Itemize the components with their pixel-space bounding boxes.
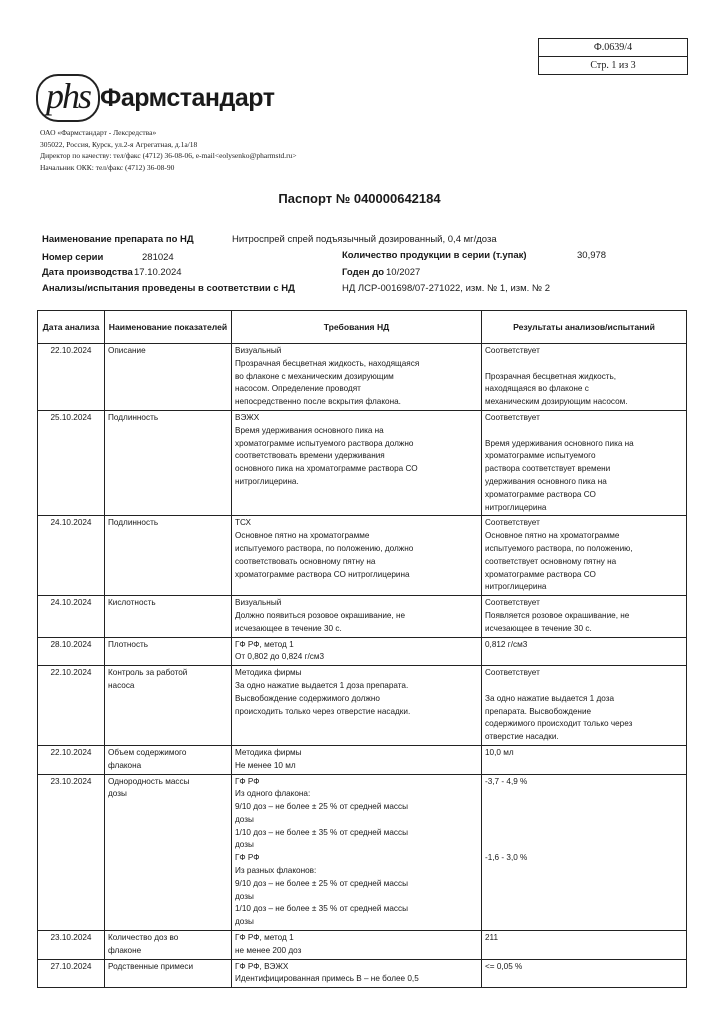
row-date: 23.10.2024 xyxy=(38,774,105,931)
row-requirements xyxy=(232,344,482,411)
row-result-line: -1,6 - 3,0 % xyxy=(485,853,528,863)
table-header-row xyxy=(38,311,687,344)
row-requirements xyxy=(232,516,482,596)
basis-label: Анализы/испытания проведены в соответствии с НД xyxy=(42,283,295,294)
row-requirements-line: дозы xyxy=(235,891,254,901)
row-date: 27.10.2024 xyxy=(38,959,105,988)
row-requirements-line: 1/10 доз – не более ± 35 % от средней массы xyxy=(235,904,408,914)
table-row xyxy=(38,344,687,411)
row-result-line: находящаяся во флаконе с xyxy=(485,384,589,394)
row-result-line: препарата. Высвобождение xyxy=(485,706,592,716)
row-result-line xyxy=(485,788,683,801)
company-info xyxy=(40,127,297,173)
row-requirements-line: От 0,802 до 0,824 г/см3 xyxy=(235,652,325,662)
row-date: 22.10.2024 xyxy=(38,344,105,411)
row-indicator xyxy=(105,959,232,988)
row-indicator-line: Родственные примеси xyxy=(108,961,194,971)
row-result-line: нитроглицерина xyxy=(485,582,547,592)
row-requirements-line: дозы xyxy=(235,814,254,824)
row-indicator-line: Описание xyxy=(108,346,146,355)
row-result-line: хроматограмме раствора СО xyxy=(485,569,596,579)
production-date-value: 17.10.2024 xyxy=(134,267,182,278)
row-requirements-line: непосредственно после вскрытия флакона. xyxy=(235,397,401,407)
row-date: 22.10.2024 xyxy=(38,666,105,746)
row-requirements-line: соответствовать времени удерживания xyxy=(235,451,385,461)
table-body xyxy=(38,344,687,988)
results-table xyxy=(37,310,687,988)
row-requirements-line: 1/10 доз – не более ± 35 % от средней массы xyxy=(235,827,408,837)
row-requirements xyxy=(232,931,482,960)
row-result-line: Появляется розовое окрашивание, не xyxy=(485,610,630,620)
row-indicator-line: дозы xyxy=(108,789,127,799)
row-indicator xyxy=(105,516,232,596)
row-requirements-line: ГФ РФ, метод 1 xyxy=(235,639,294,649)
row-result-line: раствора соответствует времени xyxy=(485,464,611,474)
row-result-line: исчезающее в течение 30 с. xyxy=(485,623,592,633)
row-requirements-line: Методика фирмы xyxy=(235,668,302,678)
row-date: 24.10.2024 xyxy=(38,596,105,637)
table-row xyxy=(38,666,687,746)
row-requirements-line: происходить только через отверстие насадки. xyxy=(235,706,411,716)
row-requirements-line: хроматограмме раствора СО нитроглицерина xyxy=(235,569,410,579)
row-indicator xyxy=(105,410,232,515)
row-indicator-line: Подлинность xyxy=(108,518,159,528)
passport-title: Паспорт № 040000642184 xyxy=(278,191,441,206)
header-indicator: Наименование показателей xyxy=(105,311,232,344)
row-requirements-line: испытуемого раствора, по положению, должно xyxy=(235,543,414,553)
row-result-line: содержимого происходит только через xyxy=(485,719,633,729)
row-requirements-line: ГФ РФ, метод 1 xyxy=(235,933,294,943)
row-result-line: Соответствует xyxy=(485,668,540,678)
row-indicator-line: Контроль за работой xyxy=(108,668,188,678)
row-result-line: Время удерживания основного пика на xyxy=(485,438,634,448)
row-result xyxy=(482,516,687,596)
row-indicator xyxy=(105,344,232,411)
row-requirements xyxy=(232,959,482,988)
company-line: ОАО «Фармстандарт - Лексредства» xyxy=(40,128,157,137)
row-result-line xyxy=(485,358,683,371)
row-result-line: соответствует основному пятну на xyxy=(485,556,617,566)
row-result xyxy=(482,931,687,960)
header-date: Дата анализа xyxy=(38,311,105,344)
row-indicator xyxy=(105,637,232,666)
logo-mark: phs xyxy=(36,74,100,122)
row-date: 22.10.2024 xyxy=(38,745,105,774)
row-indicator xyxy=(105,666,232,746)
row-indicator-line: Однородность массы xyxy=(108,776,190,786)
table-row xyxy=(38,745,687,774)
row-date: 28.10.2024 xyxy=(38,637,105,666)
row-requirements-line: Визуальный xyxy=(235,598,282,608)
row-requirements-line: Визуальный xyxy=(235,346,282,355)
row-result xyxy=(482,666,687,746)
row-date: 23.10.2024 xyxy=(38,931,105,960)
row-indicator xyxy=(105,931,232,960)
table-row xyxy=(38,596,687,637)
row-requirements-line: Прозрачная бесцветная жидкость, находящаяся xyxy=(235,358,420,368)
table-row xyxy=(38,637,687,666)
row-requirements-line: За одно нажатие выдается 1 доза препарата. xyxy=(235,680,409,690)
production-date-label: Дата производства xyxy=(42,267,133,278)
row-requirements-line: Методика фирмы xyxy=(235,747,302,757)
row-result-line: За одно нажатие выдается 1 доза xyxy=(485,693,615,703)
row-indicator-line: Подлинность xyxy=(108,412,159,422)
table-row xyxy=(38,931,687,960)
table-row xyxy=(38,959,687,988)
row-requirements-line: ТСХ xyxy=(235,518,251,528)
row-result-line xyxy=(485,801,683,814)
row-requirements-line: Идентифицированная примесь В – не более 0,5 xyxy=(235,974,419,984)
row-result-line: Прозрачная бесцветная жидкость, xyxy=(485,371,617,381)
expiry-value: 10/2027 xyxy=(386,267,421,278)
row-indicator-line: Кислотность xyxy=(108,598,156,608)
row-requirements xyxy=(232,745,482,774)
row-indicator-line: насоса xyxy=(108,680,135,690)
logo-name: Фармстандарт xyxy=(100,84,275,112)
row-requirements-line: основного пика на хроматограмме раствора СО xyxy=(235,464,418,474)
row-requirements-line: соответствовать основному пятну на xyxy=(235,556,376,566)
header-requirements: Требования НД xyxy=(232,311,482,344)
row-date: 24.10.2024 xyxy=(38,516,105,596)
row-requirements-line: исчезающее в течение 30 с. xyxy=(235,623,342,633)
row-result-line: хроматограмме раствора СО xyxy=(485,489,596,499)
company-logo xyxy=(36,74,275,120)
row-requirements-line: насосом. Определение проводят xyxy=(235,384,361,394)
row-requirements-line: дозы xyxy=(235,840,254,850)
row-requirements-line: Время удерживания основного пика на xyxy=(235,425,384,435)
row-result-line: -3,7 - 4,9 % xyxy=(485,776,528,786)
row-result-line: отверстие насадки. xyxy=(485,732,559,742)
basis-value: НД ЛСР-001698/07-271022, изм. № 1, изм. № 2 xyxy=(342,283,551,294)
row-result-line: Соответствует xyxy=(485,412,540,422)
row-requirements-line: ВЭЖХ xyxy=(235,412,260,422)
row-indicator xyxy=(105,774,232,931)
row-requirements-line: ГФ РФ, ВЭЖХ xyxy=(235,961,289,971)
row-indicator-line: Плотность xyxy=(108,639,149,649)
row-requirements-line: дозы xyxy=(235,917,254,927)
row-requirements-line: 9/10 доз – не более ± 25 % от средней массы xyxy=(235,802,408,812)
table-row xyxy=(38,774,687,931)
company-line: 305022, Россия, Курск, ул.2-я Агрегатная, д.1а/18 xyxy=(40,139,198,149)
row-result-line xyxy=(485,814,683,827)
row-result-line: 10,0 мл xyxy=(485,747,514,757)
form-code-box xyxy=(538,38,688,75)
header-results: Результаты анализов/испытаний xyxy=(482,311,687,344)
row-requirements-line: ГФ РФ xyxy=(235,853,260,863)
row-result-line: 211 xyxy=(485,933,499,943)
quantity-label: Количество продукции в серии (т.упак) xyxy=(342,250,527,261)
row-requirements-line: ГФ РФ xyxy=(235,776,260,786)
table-row xyxy=(38,516,687,596)
series-label: Номер серии xyxy=(42,252,104,263)
row-result xyxy=(482,745,687,774)
row-requirements-line: Из разных флаконов: xyxy=(235,866,317,876)
row-result-line xyxy=(485,425,683,438)
row-indicator xyxy=(105,745,232,774)
row-requirements-line: Не менее 10 мл xyxy=(235,760,296,770)
row-requirements-line: Основное пятно на хроматограмме xyxy=(235,531,370,541)
row-result-line: Соответствует xyxy=(485,518,540,528)
page-number: Стр. 1 из 3 xyxy=(539,56,687,74)
row-requirements-line: не менее 200 доз xyxy=(235,945,302,955)
row-result-line: Соответствует xyxy=(485,346,540,355)
row-result xyxy=(482,410,687,515)
row-result-line: <= 0,05 % xyxy=(485,961,523,971)
row-requirements-line: нитроглицерина. xyxy=(235,476,299,486)
drug-name-label: Наименование препарата по НД xyxy=(42,234,194,245)
form-code: Ф.0639/4 xyxy=(593,42,633,53)
row-indicator-line: флакона xyxy=(108,760,142,770)
row-requirements-line: Высвобождение содержимого должно xyxy=(235,693,380,703)
row-result xyxy=(482,959,687,988)
row-requirements-line: Из одного флакона: xyxy=(235,789,311,799)
row-result-line: испытуемого раствора, по положению, xyxy=(485,543,633,553)
row-requirements-line: Должно появиться розовое окрашивание, не xyxy=(235,610,406,620)
row-result-line xyxy=(485,680,683,693)
row-result-line: удерживания основного пика на xyxy=(485,476,607,486)
row-result-line: нитроглицерина xyxy=(485,502,547,512)
company-line: Директор по качеству: тел/факс (4712) 36-08-06, e-mail<eolysenko@pharmstd.ru> xyxy=(40,151,297,160)
row-result-line: Основное пятно на хроматограмме xyxy=(485,531,620,541)
row-indicator-line: Объем содержимого xyxy=(108,747,187,757)
row-result xyxy=(482,637,687,666)
row-requirements xyxy=(232,637,482,666)
row-result xyxy=(482,596,687,637)
row-result xyxy=(482,344,687,411)
row-requirements xyxy=(232,410,482,515)
row-requirements xyxy=(232,774,482,931)
drug-name-value: Нитроспрей спрей подъязычный дозированный, 0,4 мг/доза xyxy=(232,234,497,245)
quantity-value: 30,978 xyxy=(577,250,607,261)
series-value: 281024 xyxy=(142,252,174,263)
row-result-line: механическим дозирующим насосом. xyxy=(485,397,628,407)
row-requirements-line: 9/10 доз – не более ± 25 % от средней массы xyxy=(235,878,408,888)
table-row xyxy=(38,410,687,515)
expiry-label: Годен до xyxy=(342,267,385,278)
row-requirements-line: во флаконе с механическим дозирующим xyxy=(235,371,394,381)
row-result-line: Соответствует xyxy=(485,598,540,608)
row-requirements xyxy=(232,666,482,746)
row-result-line xyxy=(485,827,683,840)
row-indicator-line: Количество доз во xyxy=(108,933,179,943)
row-date: 25.10.2024 xyxy=(38,410,105,515)
row-indicator-line: флаконе xyxy=(108,945,142,955)
row-result-line: хроматограмме испытуемого xyxy=(485,451,596,461)
row-requirements xyxy=(232,596,482,637)
company-line: Начальник ОКК: тел/факс (4712) 36-08-90 xyxy=(40,162,175,172)
row-result-line xyxy=(485,839,683,852)
row-result-line: 0,812 г/см3 xyxy=(485,639,528,649)
row-requirements-line: хроматограмме испытуемого раствора должно xyxy=(235,438,414,448)
row-result xyxy=(482,774,687,931)
row-indicator xyxy=(105,596,232,637)
